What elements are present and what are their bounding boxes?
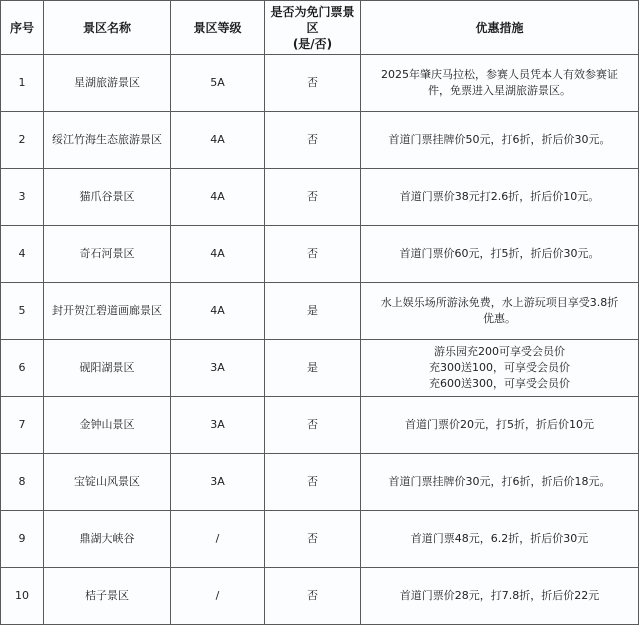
cell-name: 宝锭山风景区 [44, 454, 171, 511]
table-row [1, 169, 639, 226]
cell-name: 猫爪谷景区 [44, 169, 171, 226]
cell-free: 是 [265, 340, 361, 397]
cell-free: 否 [265, 226, 361, 283]
cell-offer [361, 340, 639, 397]
cell-level: 5A [171, 55, 265, 112]
cell-offer [361, 397, 639, 454]
cell-level: 4A [171, 226, 265, 283]
cell-level: 4A [171, 169, 265, 226]
cell-free: 否 [265, 511, 361, 568]
cell-offer [361, 112, 639, 169]
header-free [265, 1, 361, 55]
cell-free: 否 [265, 568, 361, 625]
header-offer: 优惠措施 [361, 1, 639, 55]
cell-no: 6 [1, 340, 44, 397]
cell-free: 否 [265, 397, 361, 454]
header-name: 景区名称 [44, 1, 171, 55]
cell-free: 否 [265, 55, 361, 112]
offer-line: 首道门票挂牌价30元，打6折，折后价18元。 [388, 475, 611, 488]
cell-offer [361, 511, 639, 568]
table-row [1, 340, 639, 397]
cell-level: / [171, 511, 265, 568]
cell-no: 9 [1, 511, 44, 568]
cell-level: 3A [171, 340, 265, 397]
cell-name: 金钟山景区 [44, 397, 171, 454]
cell-level: 4A [171, 112, 265, 169]
cell-offer [361, 226, 639, 283]
cell-name: 封开贺江碧道画廊景区 [44, 283, 171, 340]
cell-free: 否 [265, 454, 361, 511]
cell-offer [361, 568, 639, 625]
offer-line: 件，免票进入星湖旅游景区。 [428, 84, 571, 97]
table-row [1, 112, 639, 169]
table-row [1, 55, 639, 112]
cell-name: 桔子景区 [44, 568, 171, 625]
cell-offer [361, 55, 639, 112]
offer-line: 首道门票价20元，打5折，折后价10元 [405, 418, 594, 431]
offer-line: 首道门票挂牌价50元，打6折，折后价30元。 [388, 133, 611, 146]
header-row [1, 1, 639, 55]
table-row [1, 511, 639, 568]
offer-line: 首道门票48元，6.2折，折后价30元 [410, 532, 589, 545]
cell-name: 砚阳湖景区 [44, 340, 171, 397]
header-free-line2: (是/否) [292, 36, 333, 51]
table-row [1, 454, 639, 511]
cell-no: 1 [1, 55, 44, 112]
table-row [1, 568, 639, 625]
offer-line: 充300送100，可享受会员价 [429, 361, 570, 374]
cell-no: 3 [1, 169, 44, 226]
cell-free: 是 [265, 283, 361, 340]
table-row [1, 226, 639, 283]
offer-line: 首道门票价60元，打5折，折后价30元。 [399, 247, 600, 260]
offer-line: 首道门票价28元，打7.8折，折后价22元 [399, 589, 600, 602]
cell-free: 否 [265, 169, 361, 226]
cell-name: 绥江竹海生态旅游景区 [44, 112, 171, 169]
cell-no: 4 [1, 226, 44, 283]
offer-line: 充600送300，可享受会员价 [429, 377, 570, 390]
header-no: 序号 [1, 1, 44, 55]
table-body [1, 55, 639, 625]
offer-line: 优惠。 [483, 312, 516, 325]
cell-offer [361, 283, 639, 340]
cell-level: 3A [171, 397, 265, 454]
header-free-line1: 是否为免门票景区 [270, 4, 355, 35]
cell-no: 2 [1, 112, 44, 169]
cell-offer [361, 454, 639, 511]
cell-name: 星湖旅游景区 [44, 55, 171, 112]
offer-line: 游乐园充200可享受会员价 [434, 345, 565, 358]
header-level: 景区等级 [171, 1, 265, 55]
cell-offer [361, 169, 639, 226]
cell-no: 10 [1, 568, 44, 625]
cell-no: 7 [1, 397, 44, 454]
cell-level: 4A [171, 283, 265, 340]
table-row [1, 397, 639, 454]
cell-no: 8 [1, 454, 44, 511]
offer-line: 首道门票价38元打2.6折，折后价10元。 [399, 190, 600, 203]
cell-level: 3A [171, 454, 265, 511]
cell-name: 奇石河景区 [44, 226, 171, 283]
cell-name: 鼎湖大峡谷 [44, 511, 171, 568]
cell-no: 5 [1, 283, 44, 340]
cell-free: 否 [265, 112, 361, 169]
offer-line: 2025年肇庆马拉松，参赛人员凭本人有效参赛证 [381, 68, 618, 81]
offer-line: 水上娱乐场所游泳免费，水上游玩项目享受3.8折 [380, 296, 619, 309]
table-row [1, 283, 639, 340]
cell-level: / [171, 568, 265, 625]
